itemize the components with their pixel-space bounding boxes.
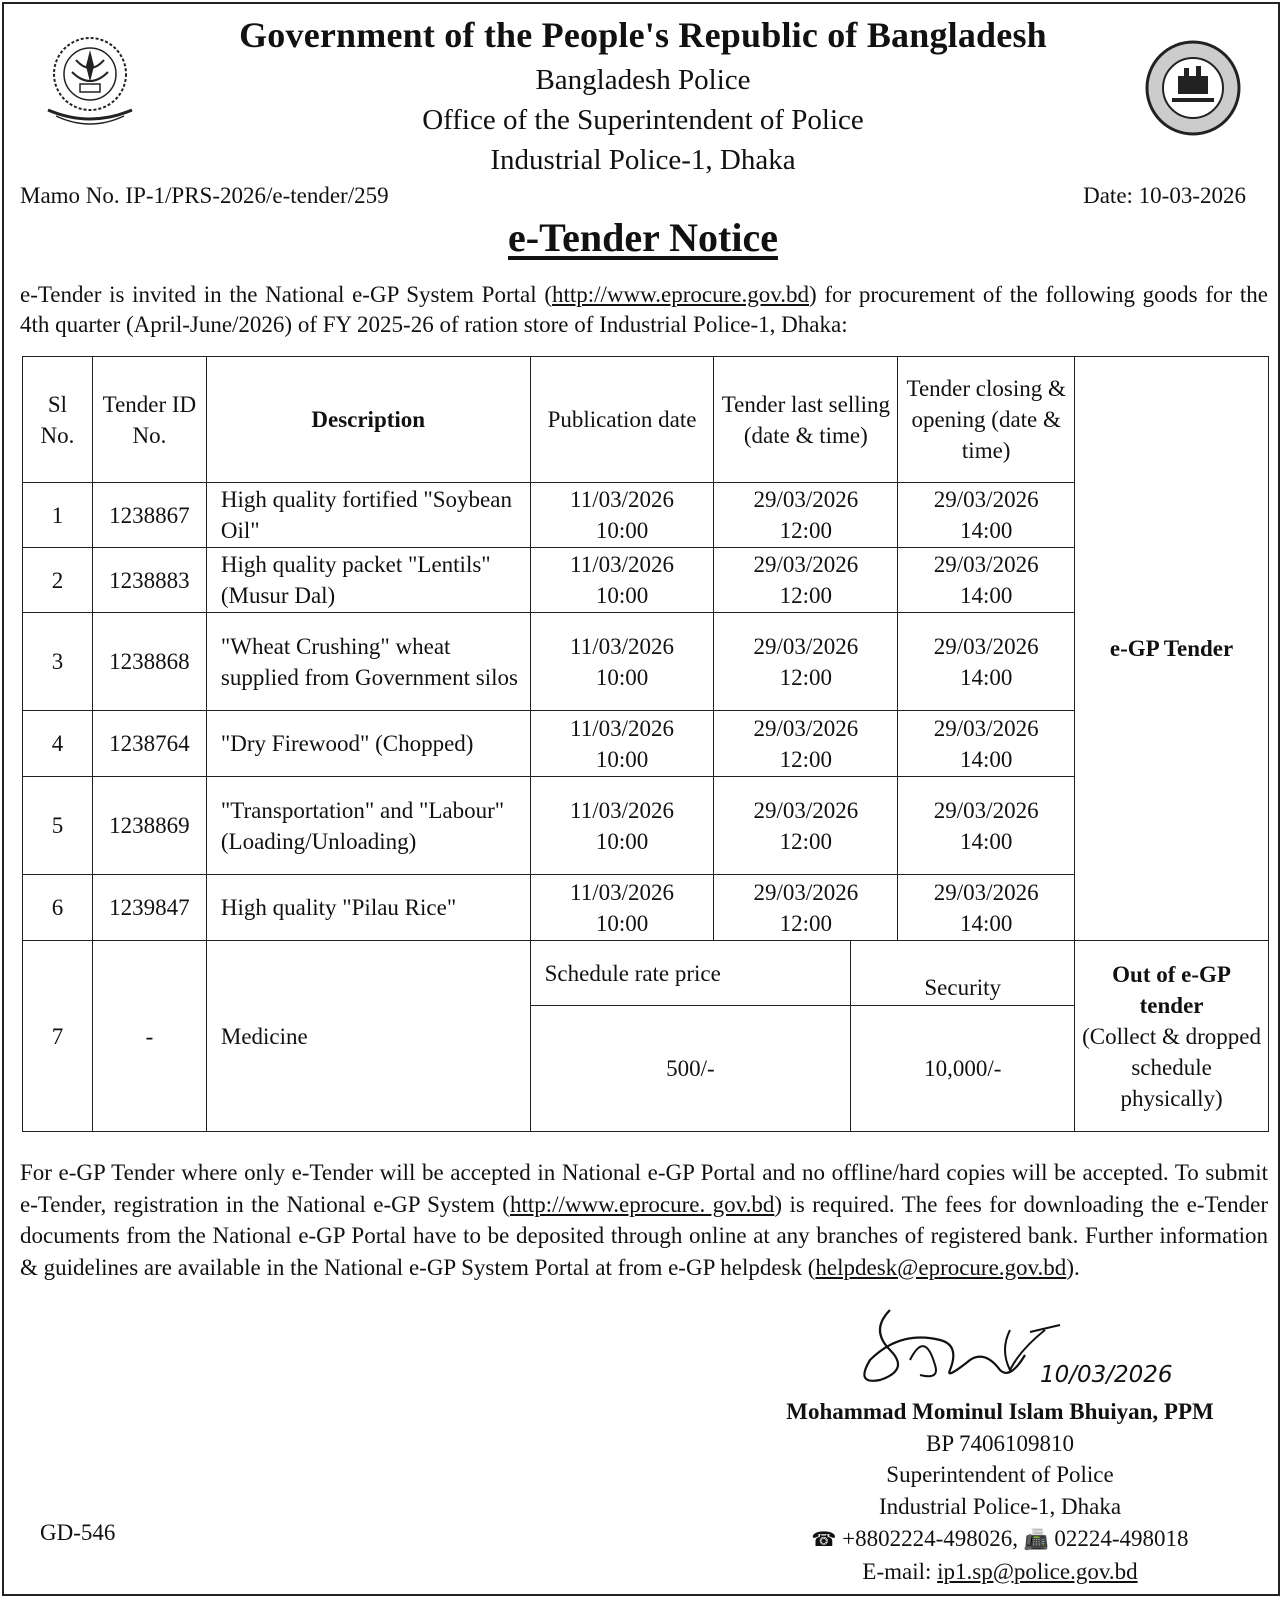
signature-date: 10/03/2026 [1040, 1362, 1173, 1388]
egp-tender-label: e-GP Tender [1075, 357, 1269, 941]
helpdesk-email-link[interactable]: helpdesk@eprocure.gov.bd [815, 1254, 1067, 1280]
signatory-block [740, 1396, 1260, 1587]
row-last-selling: 29/03/2026 12:00 [714, 711, 898, 777]
row-sl: 7 [23, 941, 93, 1132]
phone-icon: ☎ [811, 1526, 837, 1551]
col-header-tender-id: Tender ID No. [92, 357, 206, 483]
government-title: Government of the People's Republic of Bangladesh [239, 15, 1047, 55]
schedule-rate-value: 500/- [530, 1006, 851, 1132]
schedule-rate-label: Schedule rate price [530, 941, 851, 1006]
signatory-designation: Superintendent of Police [886, 1462, 1114, 1488]
row-tender-id: 1238868 [92, 613, 206, 711]
row-description: High quality packet "Lentils" (Musur Dal) [206, 548, 530, 613]
col-header-publication: Publication date [530, 357, 714, 483]
medicine-row [23, 941, 1269, 1006]
row-tender-id: - [92, 941, 206, 1132]
signatory-phone: +8802224-498026, [842, 1525, 1018, 1551]
row-tender-id: 1238883 [92, 548, 206, 613]
agency-name: Bangladesh Police [535, 64, 751, 96]
signatory-contact [740, 1523, 1260, 1556]
footer-text-1: For e-GP Tender where only e-Tender will be accepted in National e-GP Portal and no offline/hard copies will be accepted. To submit e-Tender, registration in the National e-GP System ( [20, 1160, 1268, 1217]
footer-text-2: ) is required. The fees for downloading the e-Tender documents from the National e-GP Portal have to be deposited through online at any branches of registered bank. Further information & guidelines are available in the National e-GP System Portal at from e-GP helpdesk ( [20, 1191, 1268, 1280]
footer-paragraph [20, 1157, 1268, 1283]
row-last-selling: 29/03/2026 12:00 [714, 777, 898, 875]
row-closing: 29/03/2026 14:00 [898, 483, 1075, 548]
intro-text-after: ) for procurement of the following goods for the 4th quarter (April-June/2026) of FY 2025-26 of ration store of Industrial Police-1, Dhaka: [20, 282, 1268, 337]
row-sl: 2 [23, 548, 93, 613]
row-description: High quality "Pilau Rice" [206, 875, 530, 941]
row-sl: 1 [23, 483, 93, 548]
row-last-selling: 29/03/2026 12:00 [714, 483, 898, 548]
row-publication: 11/03/2026 10:00 [530, 483, 714, 548]
col-header-last-selling: Tender last selling (date & time) [714, 357, 898, 483]
security-label: Security [851, 941, 1075, 1006]
row-sl: 3 [23, 613, 93, 711]
signatory-fax: 02224-498018 [1054, 1525, 1189, 1551]
row-description: "Transportation" and "Labour" (Loading/Unloading) [206, 777, 530, 875]
tender-table [22, 356, 1269, 1132]
row-sl: 4 [23, 711, 93, 777]
page-title: e-Tender Notice [508, 215, 778, 260]
row-publication: 11/03/2026 10:00 [530, 613, 714, 711]
signature [850, 1290, 1160, 1410]
fax-icon: 📠 [1023, 1526, 1049, 1551]
row-tender-id: 1238764 [92, 711, 206, 777]
col-header-description: Description [206, 357, 530, 483]
eprocure-link[interactable]: http://www.eprocure.gov.bd [551, 282, 809, 307]
unit-name: Industrial Police-1, Dhaka [490, 144, 796, 176]
row-description: "Wheat Crushing" wheat supplied from Government silos [206, 613, 530, 711]
row-last-selling: 29/03/2026 12:00 [714, 875, 898, 941]
row-closing: 29/03/2026 14:00 [898, 777, 1075, 875]
office-name: Office of the Superintendent of Police [422, 104, 864, 136]
signatory-bp: BP 7406109810 [925, 1430, 1075, 1456]
row-tender-id: 1238867 [92, 483, 206, 548]
table-header-row [23, 357, 1269, 483]
row-description: High quality fortified "Soybean Oil" [206, 483, 530, 548]
row-sl: 5 [23, 777, 93, 875]
row-closing: 29/03/2026 14:00 [898, 875, 1075, 941]
memo-number: Mamo No. IP-1/PRS-2026/e-tender/259 [20, 183, 389, 208]
row-closing: 29/03/2026 14:00 [898, 613, 1075, 711]
row-publication: 11/03/2026 10:00 [530, 548, 714, 613]
row-tender-id: 1238869 [92, 777, 206, 875]
footer-text-3: ). [1066, 1254, 1080, 1280]
row-publication: 11/03/2026 10:00 [530, 711, 714, 777]
signatory-unit: Industrial Police-1, Dhaka [878, 1494, 1122, 1520]
gd-number: GD-546 [40, 1520, 116, 1545]
col-header-sl: Sl No. [23, 357, 93, 483]
row-sl: 6 [23, 875, 93, 941]
row-closing: 29/03/2026 14:00 [898, 711, 1075, 777]
col-header-closing: Tender closing & opening (date & time) [898, 357, 1075, 483]
row-closing: 29/03/2026 14:00 [898, 548, 1075, 613]
row-last-selling: 29/03/2026 12:00 [714, 613, 898, 711]
signatory-email-line [740, 1556, 1260, 1588]
security-value: 10,000/- [851, 1006, 1075, 1132]
notice-date: Date: 10-03-2026 [1083, 183, 1246, 208]
row-description: "Dry Firewood" (Chopped) [206, 711, 530, 777]
eprocure-link-2[interactable]: http://www.eprocure. gov.bd [509, 1191, 775, 1217]
out-of-egp-note: Out of e-GP tender (Collect & dropped schedule physically) [1075, 941, 1269, 1132]
row-publication: 11/03/2026 10:00 [530, 875, 714, 941]
intro-paragraph [20, 280, 1268, 340]
row-description: Medicine [206, 941, 530, 1132]
email-label: E-mail: [862, 1558, 938, 1584]
signatory-name: Mohammad Mominul Islam Bhuiyan, PPM [786, 1399, 1214, 1424]
signatory-email-link[interactable]: ip1.sp@police.gov.bd [937, 1558, 1138, 1584]
row-last-selling: 29/03/2026 12:00 [714, 548, 898, 613]
row-publication: 11/03/2026 10:00 [530, 777, 714, 875]
intro-text-before: e-Tender is invited in the National e-GP System Portal ( [20, 282, 552, 307]
row-tender-id: 1239847 [92, 875, 206, 941]
